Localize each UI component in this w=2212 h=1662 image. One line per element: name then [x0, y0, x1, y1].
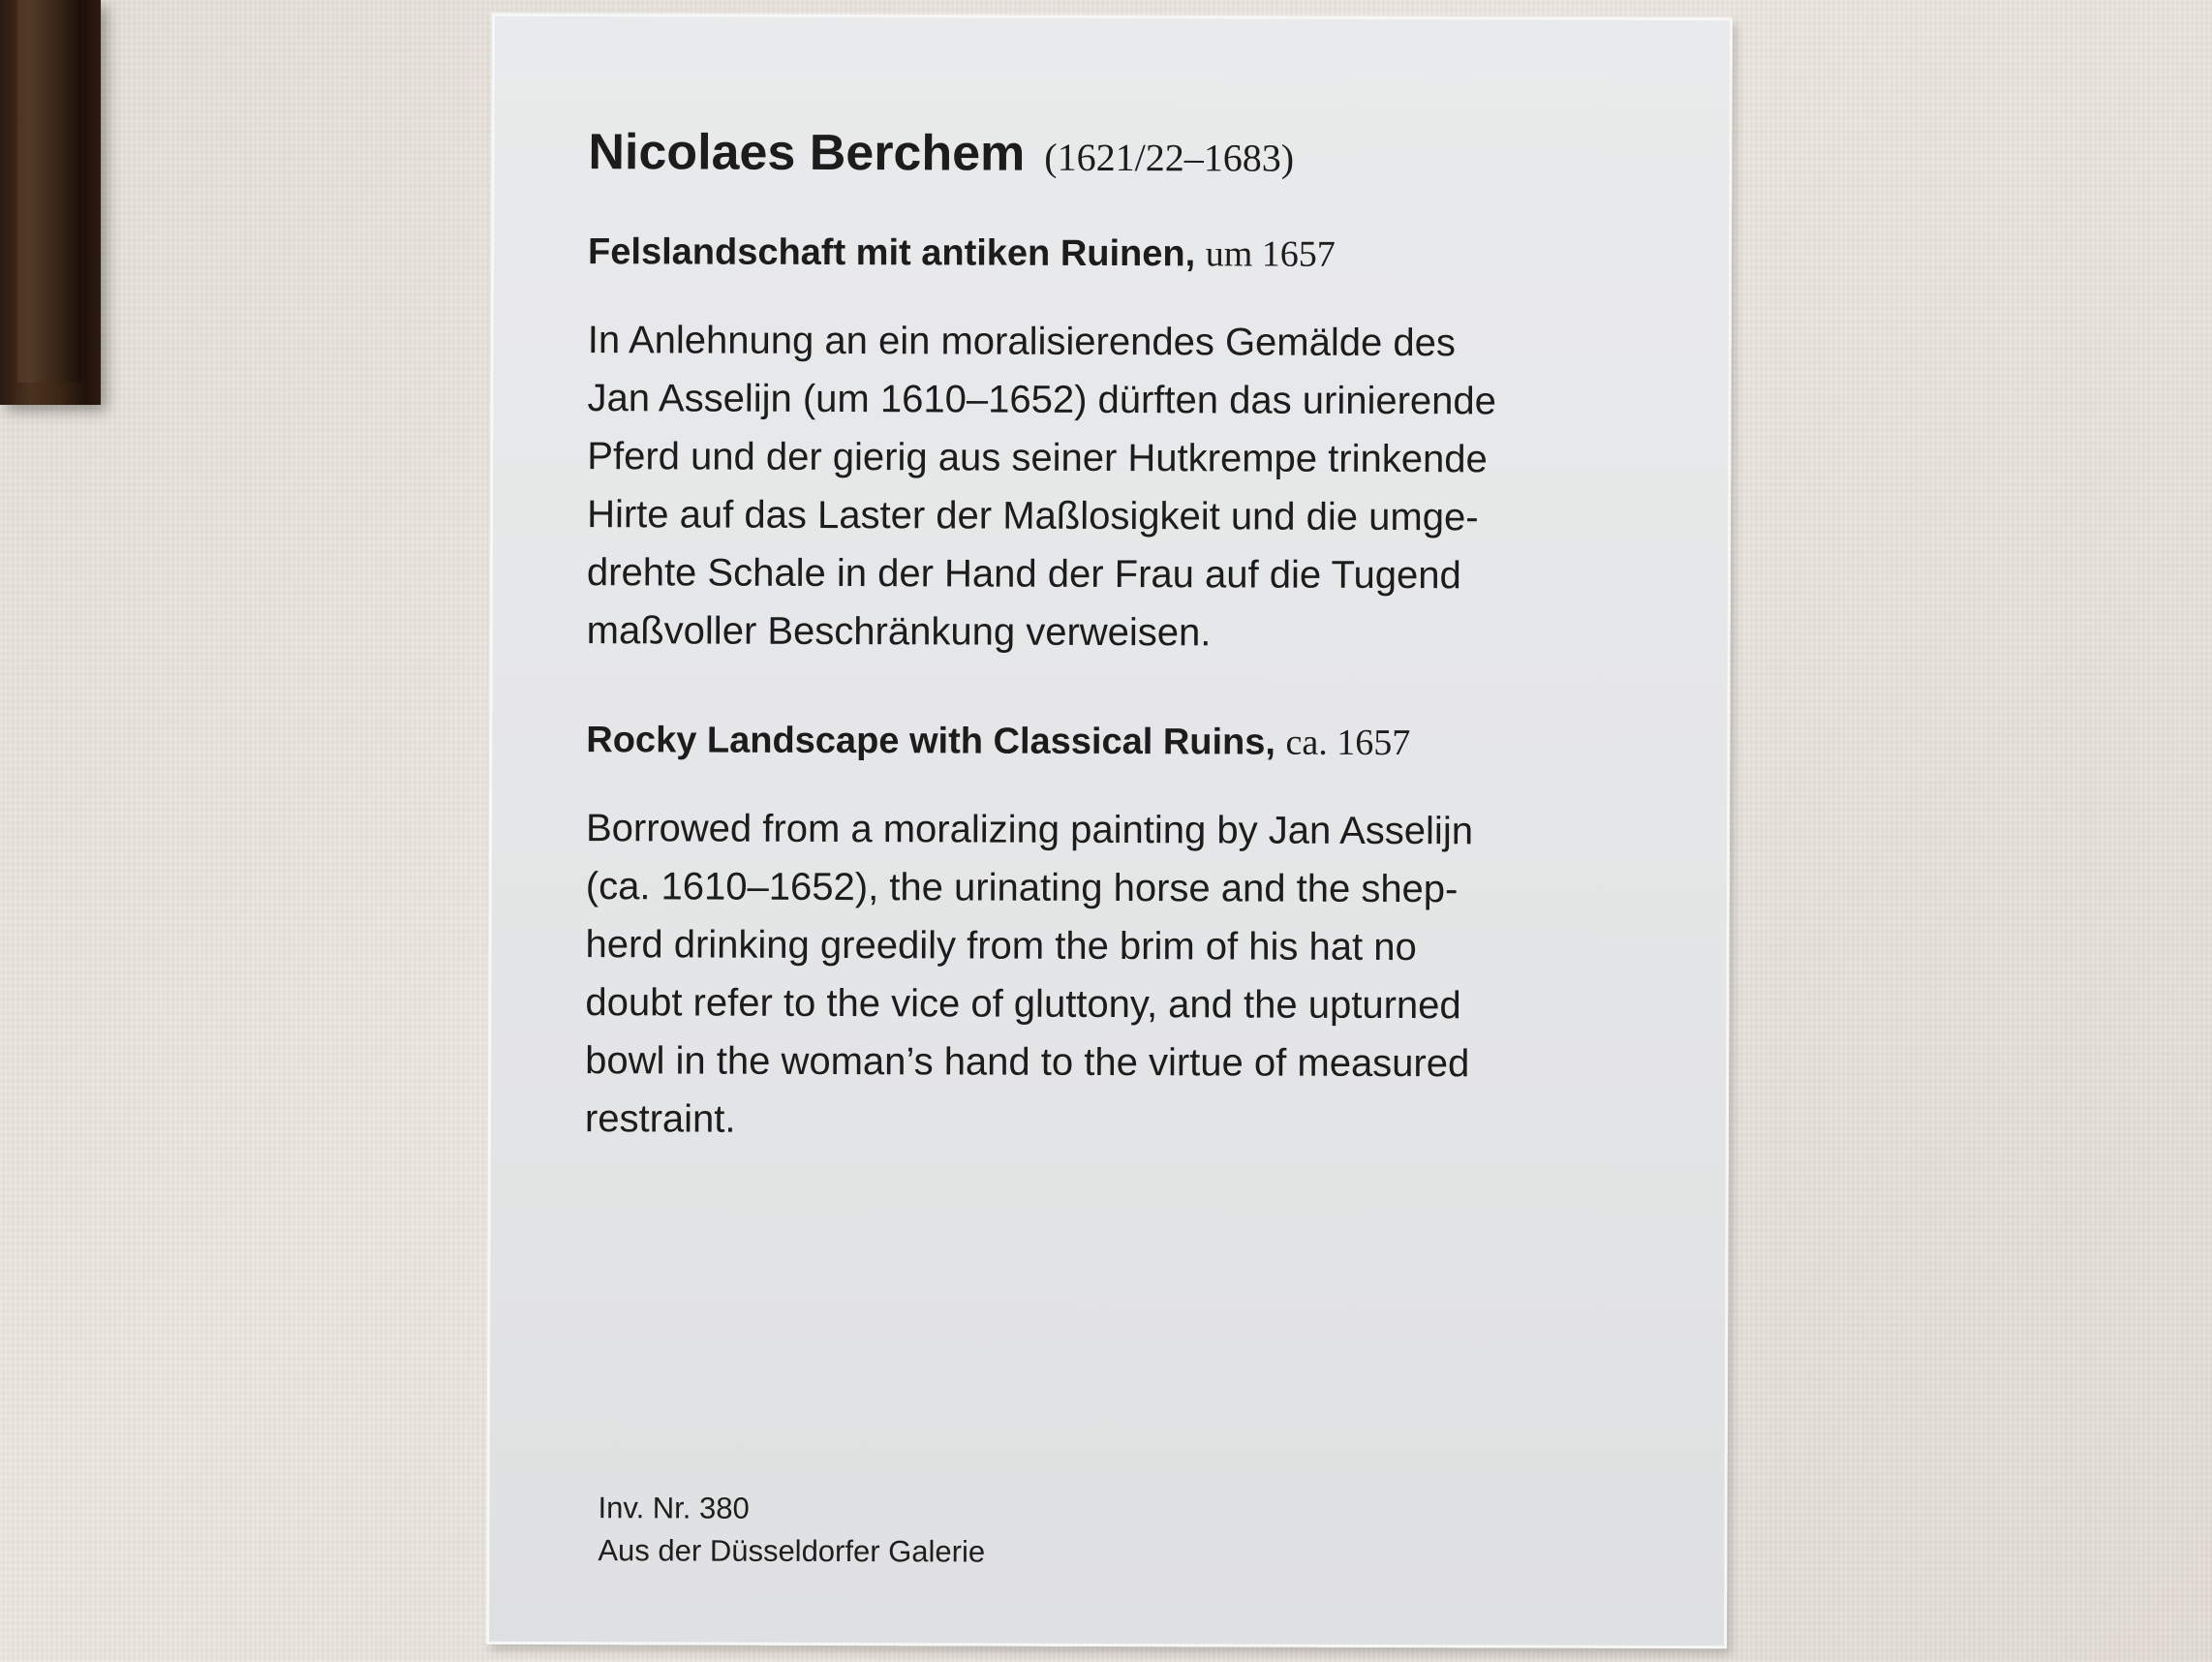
english-description-line: bowl in the woman’s hand to the virtue of measured — [585, 1039, 1470, 1086]
german-description-line: maßvoller Beschränkung verweisen. — [586, 609, 1212, 655]
english-title: Rocky Landscape with Classical Ruins, — [586, 720, 1276, 763]
painting-frame-edge — [0, 0, 101, 405]
museum-label-card — [486, 14, 1733, 1648]
artist-heading — [588, 121, 1673, 191]
german-description-line: drehte Schale in der Hand der Frau auf die Tugend — [586, 551, 1461, 598]
artist-dates: (1621/22–1683) — [1044, 135, 1295, 180]
provenance-note: Aus der Düsseldorfer Galerie — [598, 1533, 986, 1569]
label-footer — [598, 1487, 985, 1573]
english-description-line: doubt refer to the vice of gluttony, and the upturned — [585, 981, 1461, 1028]
english-description-line: Borrowed from a moralizing painting by Jan Asselijn — [585, 807, 1474, 853]
english-title-line — [586, 716, 1671, 768]
artist-name: Nicolaes Berchem — [588, 124, 1026, 182]
english-date: ca. 1657 — [1285, 722, 1411, 764]
german-description — [587, 311, 1673, 663]
german-description-line: Hirte auf das Laster der Maßlosigkeit und die umge- — [587, 493, 1479, 539]
german-description-line: Jan Asselijn (um 1610–1652) dürften das urinierende — [587, 377, 1497, 423]
english-description-line: restraint. — [584, 1097, 736, 1141]
english-description-line: herd drinking greedily from the brim of his hat no — [585, 923, 1417, 970]
inventory-number: Inv. Nr. 380 — [598, 1491, 750, 1525]
german-date: um 1657 — [1205, 233, 1336, 275]
german-description-line: Pferd und der gierig aus seiner Hutkrempe trinkende — [587, 435, 1488, 481]
label-content — [585, 121, 1674, 1152]
english-description — [585, 799, 1671, 1152]
german-title-line — [588, 228, 1673, 280]
german-description-line: In Anlehnung an ein moralisierendes Gemälde des — [587, 319, 1456, 365]
german-title: Felslandschaft mit antiken Ruinen, — [588, 231, 1196, 275]
english-description-line: (ca. 1610–1652), the urinating horse and the shep- — [585, 865, 1459, 911]
